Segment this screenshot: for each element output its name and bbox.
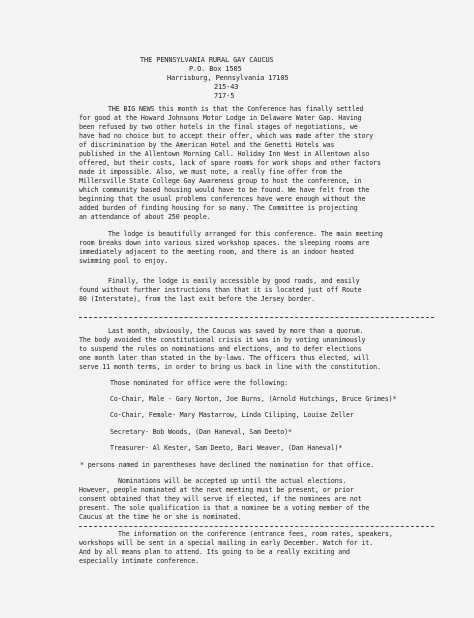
phone-1: 215-43 (214, 83, 239, 91)
paragraph-line: made it impossible. Also, we must note, a really fine offer from the (79, 168, 343, 176)
paragraph-line: Millersville State College Gay Awareness group to host the conference, in (79, 177, 362, 185)
org-name: THE PENNSYLVANIA RURAL GAY CAUCUS (140, 56, 274, 64)
nominee-line: Secretary- Bob Woods, (Dan Haneval, Sam Deeto)* (110, 428, 292, 436)
footnote: * persons named in parentheses have declined the nomination for that office. (80, 461, 375, 469)
paragraph-line: of discrimination by the American Hotel and the Genetti Hotels was (79, 141, 335, 149)
paragraph-line: The lodge is beautifully arranged for this conference. The main meeting (108, 230, 383, 238)
paragraph-line: for good at the Howard Johnsons Motor Lodge in Delaware Water Gap. Having (79, 114, 362, 122)
paragraph-line: added burden of finding housing for so many. The Committee is projecting (79, 204, 358, 212)
paragraph-line: which community based housing would have to be found. We have felt from the (79, 186, 370, 194)
paragraph-line: serve 11 month terms, in order to bring us back in line with the constitution. (79, 363, 381, 371)
phone-2: 717-5 (214, 92, 235, 100)
paragraph-line: Finally, the lodge is easily accessible by good roads, and easily (108, 277, 360, 285)
divider (79, 526, 434, 527)
paragraph-line: 80 (Interstate), from the last exit before the Jersey border. (79, 295, 316, 303)
divider (79, 317, 434, 318)
paragraph-line: one month later than stated in the by-laws. The officers thus elected, will (79, 354, 370, 362)
paragraph-line: Last month, obviously, the Caucus was saved by more than a quorum. (108, 327, 364, 335)
paragraph-line: found without further instructions than that it is located just off Route (79, 286, 362, 294)
paragraph-line: The information on the conference (entrance fees, room rates, speakers, (118, 530, 393, 538)
paragraph-line: an attendance of about 250 people. (79, 213, 211, 221)
paragraph-line: to suspend the rules on nominations and elections, and to defer elections (79, 345, 362, 353)
paragraph-line: consent obtained that they will serve if elected, if the nominees are not (79, 495, 362, 503)
po-box: P.O. Box 1505 (189, 65, 242, 73)
paragraph-line: swimming pool to enjoy. (79, 257, 169, 265)
paragraph-line: And by all means plan to attend. Its going to be a really exciting and (79, 548, 350, 556)
paragraph-line: have had no choice but to accept their offer, which was made after the story (79, 132, 374, 140)
nominee-line: Co-Chair, Male - Gary Norton, Joe Burns, (Arnold Hutchings, Bruce Grimes)* (110, 395, 397, 403)
paragraph-line: The body avoided the constitutional crisis it was in by voting unanimously (79, 336, 366, 344)
paragraph-line: beginning that the usual problems conferences have were enough without the (79, 195, 366, 203)
paragraph-line: workshops will be sent in a special mailing in early December. Watch for it. (79, 539, 374, 547)
paragraph-line: offered, but their costs, lack of spare rooms for work shops and other factors (79, 159, 381, 167)
paragraph-line: room breaks down into various sized workshop spaces. the sleeping rooms are (79, 239, 370, 247)
paragraph-line: especially intimate conference. (79, 557, 199, 565)
paragraph-line: Caucus at the time he or she is nominated. (79, 513, 242, 521)
nominee-line: Co-Chair, Female- Mary Mastarrow, Linda Ciliping, Louise Zeller (110, 411, 354, 419)
paragraph-line: published in the Allentown Morning Call. Holiday Inn West in Allentown also (79, 150, 370, 158)
nominee-line: Treasurer- Al Kester, Sam Deeto, Bari Weaver, (Dan Haneval)* (110, 444, 343, 452)
nominees-intro: Those nominated for office were the following: (110, 379, 289, 387)
paragraph-line: immediately adjacent to the meeting room, and there is an indoor heated (79, 248, 354, 256)
paragraph-line: been refused by two other hotels in the final stages of negotiations, we (79, 123, 358, 131)
paragraph-line: However, people nominated at the next meeting must be present, or prior (79, 486, 354, 494)
city-address: Harrisburg, Pennsylvania 17105 (167, 74, 289, 82)
paragraph-line: THE BIG NEWS this month is that the Conference has finally settled (108, 105, 364, 113)
paragraph-line: Nominations will be accepted up until the actual elections. (118, 477, 347, 485)
paragraph-line: present. The sole qualification is that a nominee be a voting member of the (79, 504, 370, 512)
